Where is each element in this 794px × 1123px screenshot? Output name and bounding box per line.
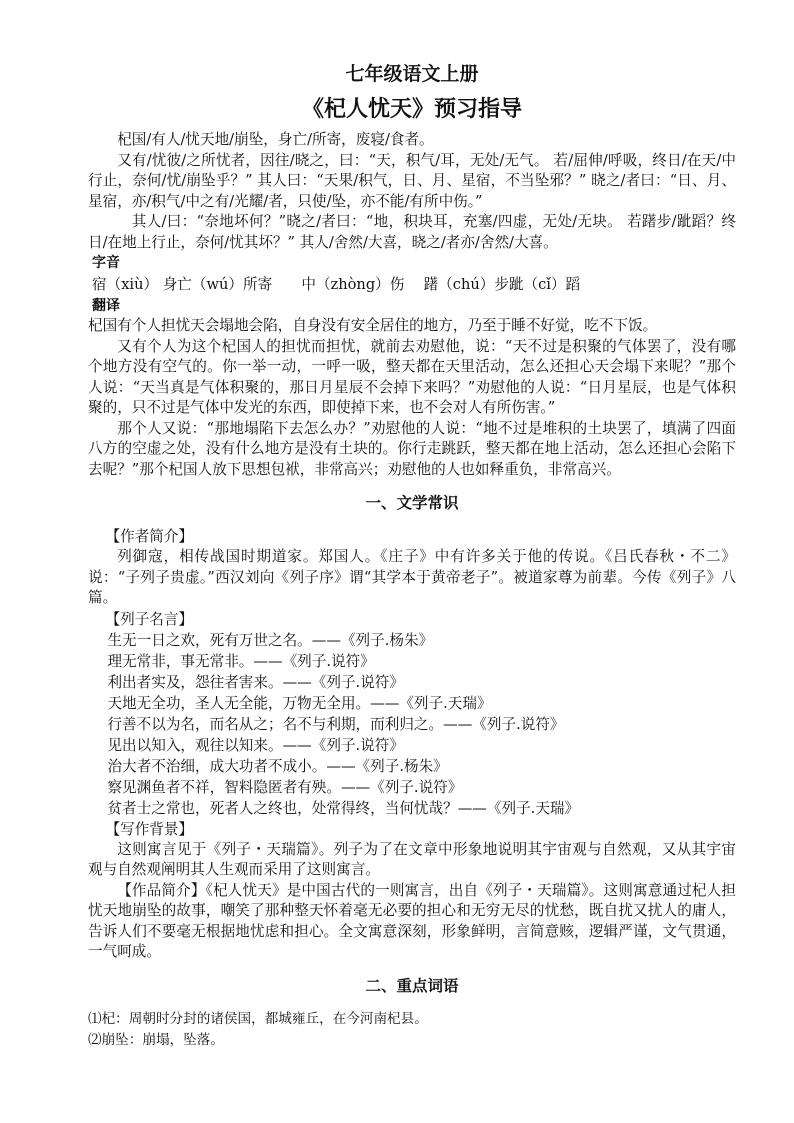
- original-text-para-3: 其人/曰：“奈地坏何？”晓之/者曰：“地，积块耳，充塞/四虚，无处/无块。 若躇步/跐蹈？终日/在地上行止，奈何/忧其坏？” 其人/舍然/大喜，晓之/者亦/舍然/大喜。: [88, 213, 736, 251]
- quote-item: 生无一日之欢，死有万世之名。——《列子.杨朱》: [107, 631, 434, 649]
- quote-item: 察见渊鱼者不祥，智料隐匿者有殃。——《列子.说符》: [107, 778, 463, 796]
- key-word-item: ⑵崩坠：崩塌，坠落。: [88, 1031, 224, 1048]
- document-page: [88, 62, 736, 1051]
- quote-item: 贫者士之常也，死者人之终也，处常得终，当何忧哉？——《列子.天瑞》: [107, 799, 580, 817]
- grade-heading: 七年级语文上册: [345, 63, 479, 85]
- quote-item: 行善不以为名，而名从之；名不与利期，而利归之。——《列子.说符》: [107, 715, 565, 733]
- quote-item: 治大者不治细，成大功者不成小。——《列子.杨朱》: [107, 757, 448, 775]
- original-text-para-2: 又有/忧彼/之所忧者，因往/晓之，曰：“天，积气/耳，无处/无气。 若/屈伸/呼吸，终日/在天/中行止，奈何/忧/崩坠乎？” 其人曰：“天果/积气，日、月、星宿，不当坠邪？” 晓之/者曰：“日、月、星宿，亦/积气/中之有/光耀/者，只使/坠，亦不能/有所中伤。”: [88, 151, 736, 210]
- pronunciation-line: 宿（xiù） 身亡（wú）所寄 中（zhòng）伤 躇（chú）步跐（cǐ）蹈: [92, 275, 581, 293]
- pronunciation-label: 字音: [92, 255, 120, 271]
- background-label: 【写作背景】: [105, 820, 194, 838]
- translation-para-2: 又有个人为这个杞国人的担忧而担忧，就前去劝慰他，说：“天不过是积聚的气体罢了，没有哪个地方没有空气的。你一举一动，一呼一吸，整天都在天里活动，怎么还担心天会塌下来呢？”那个人说：“天当真是气体积聚的，那日月星辰不会掉下来吗？”劝慰他的人说：“日月星辰，也是气体积聚的，只不过是气体中发光的东西，即使掉下来，也不会对人有所伤害。”: [88, 337, 736, 416]
- work-intro-label: 【作品简介】: [117, 881, 206, 899]
- quote-item: 利出者实及，怨往者害来。——《列子.说符》: [107, 673, 404, 691]
- document-title: 《杞人忧天》预习指导: [301, 97, 522, 122]
- translation-para-3: 那个人又说：“那地塌陷下去怎么办？”劝慰他的人说：“地不过是堆积的土块罢了，填满了四面八方的空虚之处，没有什么地方是没有土块的。你行走跳跃，整天都在地上活动，怎么还担心会陷下去呢？”那个杞国人放下思想包袱，非常高兴；劝慰他的人也如释重负，非常高兴。: [88, 419, 736, 478]
- quote-item: 理无常非，事无常非。——《列子.说符》: [107, 652, 375, 670]
- author-intro-label: 【作者简介】: [105, 528, 194, 545]
- translation-label: 翻译: [92, 297, 120, 314]
- quotes-list: [88, 630, 736, 819]
- background-text: 这则寓言见于《列子・天瑞篇》。列子为了在文章中形象地说明其宇宙观与自然观，又从其宇宙观与自然观阐明其人生观而采用了这则寓言。: [88, 840, 736, 878]
- section-heading-key-words: 二、重点词语: [365, 976, 459, 995]
- original-text-para-1: 杞国/有人/忧天地/崩坠，身亡/所寄，废寝/食者。: [117, 131, 434, 148]
- author-intro-text: 列御寇，相传战国时期道家。郑国人。《庄子》中有许多关于他的传说。《吕氏春秋・不二》说：“子列子贵虚。”西汉刘向《列子序》谓“其学本于黄帝老子”。被道家尊为前辈。今传《列子》八篇。: [88, 548, 736, 606]
- quotes-label: 【列子名言】: [105, 610, 194, 628]
- work-intro: [88, 881, 736, 963]
- work-intro-text: 《杞人忧天》是中国古代的一则寓言，出自《列子・天瑞篇》。这则寓意通过杞人担忧天地崩坠的故事，嘲笑了那种整天怀着毫无必要的担心和无穷无尽的忧愁，既自扰又扰人的庸人，告诉人们不要毫无根据地忧虑和担心。全文寓意深刻，形象鲜明，言简意赅，逻辑严谨，文气贯通，一气呵成。: [88, 881, 736, 960]
- section-heading-literary: 一、文学常识: [365, 494, 459, 512]
- key-word-item: ⑴杞：周朝时分封的诸侯国，都城雍丘，在今河南杞县。: [88, 1010, 428, 1027]
- translation-para-1: 杞国有个人担忧天会塌地会陷，自身没有安全居住的地方，乃至于睡不好觉，吃不下饭。: [88, 317, 658, 334]
- quote-item: 见出以知入，观往以知来。——《列子.说符》: [107, 736, 404, 754]
- quote-item: 天地无全功，圣人无全能，万物无全用。——《列子.天瑞》: [107, 694, 492, 712]
